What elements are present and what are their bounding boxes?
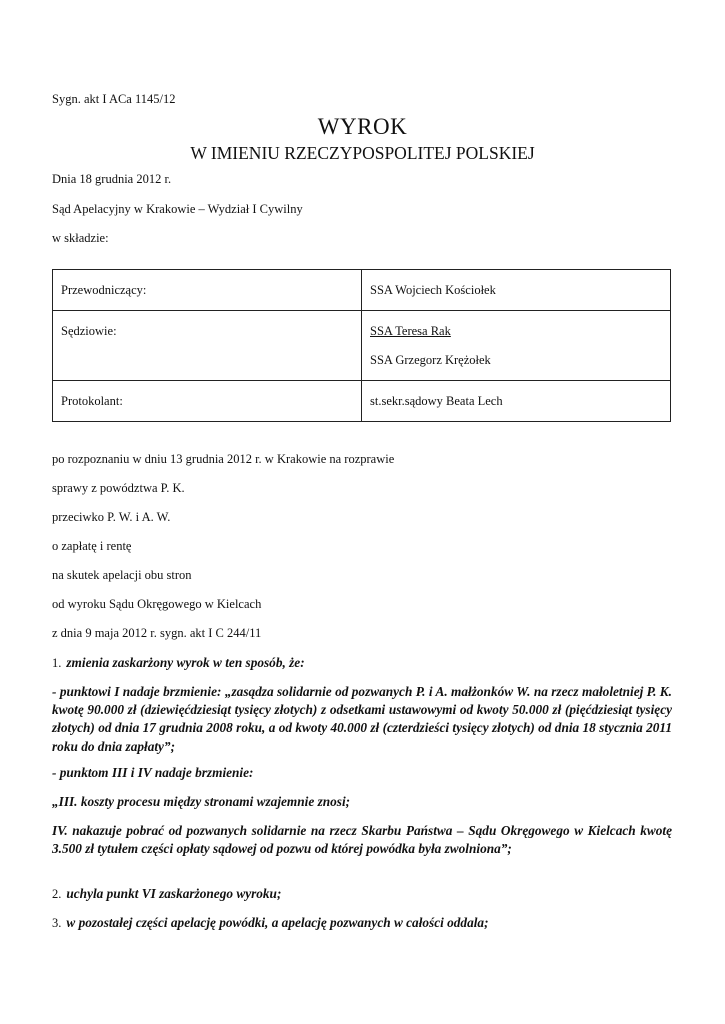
clerk-label: Protokolant: — [53, 381, 362, 422]
proceedings-line: sprawy z powództwa P. K. — [52, 481, 185, 495]
ruling-item-1 — [52, 654, 305, 672]
ruling-item-3 — [52, 914, 489, 932]
proceedings-line: z dnia 9 maja 2012 r. sygn. akt I C 244/11 — [52, 626, 262, 640]
date-line: Dnia 18 grudnia 2012 r. — [52, 172, 172, 186]
panel-row-judges — [53, 311, 671, 381]
judge-name[interactable]: SSA Teresa Rak — [370, 324, 451, 338]
ruling-point-4: IV. nakazuje pobrać od pozwanych solidarnie na rzecz Skarbu Państwa – Sądu Okręgowego w Kielcach kwotę 3.500 zł tytułem części opłaty sądowej od pozwu od której powódka była zwolniona”; — [52, 823, 672, 857]
ruling-item-text: zmienia zaskarżony wyrok w ten sposób, że: — [66, 655, 305, 670]
composition-line: w składzie: — [52, 231, 109, 245]
document-title: WYROK — [317, 114, 408, 139]
case-signature: Sygn. akt I ACa 1145/12 — [52, 92, 176, 106]
judges-cell — [362, 311, 671, 381]
ruling-item-2 — [52, 885, 281, 903]
ruling-item-number: 1. — [52, 656, 62, 670]
ruling-item-text: uchyla punkt VI zaskarżonego wyroku; — [66, 886, 282, 901]
ruling-item-text: w pozostałej części apelację powódki, a apelację pozwanych w całości oddala; — [66, 915, 489, 930]
ruling-point-1: - punktowi I nadaje brzmienie: „zasądza solidarnie od pozwanych P. i A. małżonków W. na rzecz małoletniej P. K. kwotę 90.000 zł (dziewięćdziesiąt tysięcy złotych) z odsetkami ustawowymi od kwoty 50.000 zł (pięćdziesiąt tysięcy złotych) od dnia 17 grudnia 2008 roku, a od kwoty 40.000 zł (czterdzieści tysięcy złotych) od dnia 18 stycznia 2011 roku do dnia zapłaty”; — [52, 684, 672, 754]
clerk-value: st.sekr.sądowy Beata Lech — [362, 381, 671, 422]
document-subtitle: W IMIENIU RZECZYPOSPOLITEJ POLSKIEJ — [190, 143, 535, 163]
court-panel-table — [52, 269, 671, 422]
ruling-point-3: „III. koszty procesu między stronami wzajemnie znosi; — [52, 794, 351, 809]
ruling-item-number: 2. — [52, 887, 62, 901]
panel-row-presiding — [53, 270, 671, 311]
proceedings-line: po rozpoznaniu w dniu 13 grudnia 2012 r. w Krakowie na rozprawie — [52, 452, 395, 466]
panel-row-clerk — [53, 381, 671, 422]
presiding-label: Przewodniczący: — [53, 270, 362, 311]
court-line: Sąd Apelacyjny w Krakowie – Wydział I Cywilny — [52, 202, 303, 216]
judge-name: SSA Grzegorz Krężołek — [370, 353, 491, 367]
proceedings-line: przeciwko P. W. i A. W. — [52, 510, 171, 524]
proceedings-line: o zapłatę i rentę — [52, 539, 132, 553]
presiding-value: SSA Wojciech Kościołek — [362, 270, 671, 311]
proceedings-line: na skutek apelacji obu stron — [52, 568, 192, 582]
judges-label: Sędziowie: — [53, 311, 362, 381]
ruling-points-3-4-heading: - punktom III i IV nadaje brzmienie: — [52, 765, 254, 780]
proceedings-line: od wyroku Sądu Okręgowego w Kielcach — [52, 597, 262, 611]
ruling-item-number: 3. — [52, 916, 62, 930]
